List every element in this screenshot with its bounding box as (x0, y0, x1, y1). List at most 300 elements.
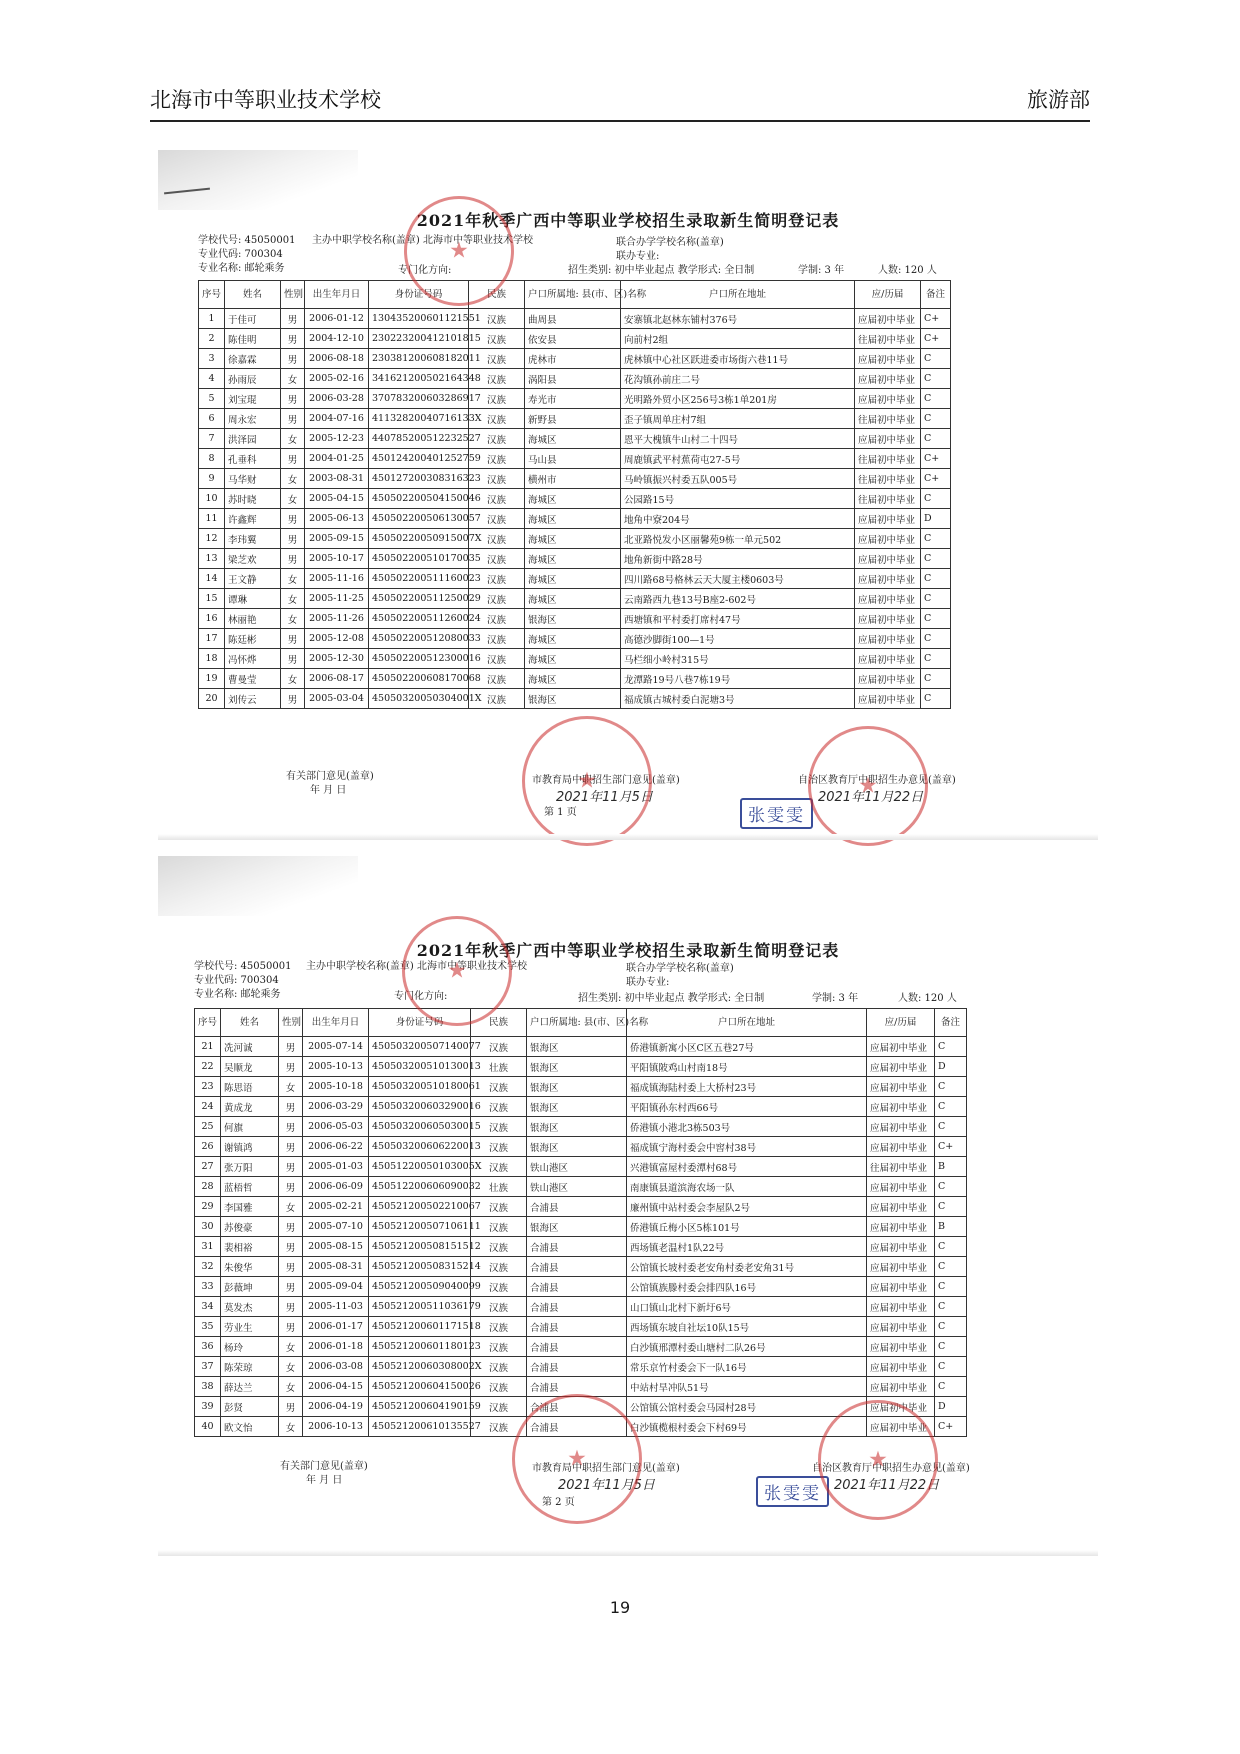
table-cell: 女 (279, 1077, 303, 1097)
table-cell: 光明路外贸小区256号3栋1单201房 (621, 389, 855, 409)
table-cell: 18 (199, 649, 225, 669)
table-cell: 海城区 (525, 649, 621, 669)
table-cell: 周鹿镇武平村蕉荷屯27-5号 (621, 449, 855, 469)
table-cell: 海城区 (525, 569, 621, 589)
scan-shadow (158, 856, 358, 916)
table-header-row (195, 1009, 967, 1037)
table-cell: 450502200512080033 (369, 629, 469, 649)
table-cell: 10 (199, 489, 225, 509)
table-row (199, 489, 951, 509)
table-row (195, 1297, 967, 1317)
table-cell: 依安县 (525, 329, 621, 349)
table-cell: 合浦县 (527, 1337, 627, 1357)
table-cell: 陈佳明 (225, 329, 281, 349)
table-cell: C (921, 369, 951, 389)
table-cell: 林丽艳 (225, 609, 281, 629)
table-cell: 银海区 (525, 689, 621, 709)
table-cell: 海城区 (525, 509, 621, 529)
table-cell: 女 (281, 609, 305, 629)
table-cell: 汉族 (471, 1297, 527, 1317)
table-cell: 450502200510170035 (369, 549, 469, 569)
table-cell: 450503200507140077 (369, 1037, 471, 1057)
col-header: 性别 (281, 281, 305, 309)
table-cell: 23 (195, 1077, 221, 1097)
table-cell: 合浦县 (527, 1237, 627, 1257)
table-cell: 恩平大槐镇牛山村二十四号 (621, 429, 855, 449)
table-cell: 汉族 (469, 689, 525, 709)
table-row (195, 1177, 967, 1197)
table-cell: C (935, 1237, 967, 1257)
table-cell: C (935, 1337, 967, 1357)
scanned-form-1 (158, 150, 1098, 840)
table-cell: C (921, 549, 951, 569)
table-cell: 20 (199, 689, 225, 709)
table-cell: 230381200608182011 (369, 349, 469, 369)
col-header: 民族 (469, 281, 525, 309)
table-cell: 37 (195, 1357, 221, 1377)
table-row (195, 1117, 967, 1137)
table-cell: 应届初中毕业 (867, 1237, 935, 1257)
table-cell: 地角中寮204号 (621, 509, 855, 529)
table-cell: 2005-02-16 (305, 369, 369, 389)
table-cell: 45051220050103005X (369, 1157, 471, 1177)
table-row (199, 409, 951, 429)
table-cell: 2005-09-04 (303, 1277, 369, 1297)
table-cell: 女 (279, 1357, 303, 1377)
table-cell: 应届初中毕业 (855, 509, 921, 529)
specialization: 专门化方向: (398, 265, 452, 276)
table-row (195, 1317, 967, 1337)
region-date: 2021年11月22日 (818, 790, 924, 805)
table-row (199, 549, 951, 569)
col-header: 户口所在地址 (627, 1009, 867, 1037)
table-cell: 应届初中毕业 (867, 1357, 935, 1377)
table-cell: 谢镇鸿 (221, 1137, 279, 1157)
table-cell: 合浦县 (527, 1257, 627, 1277)
table-cell: 32 (195, 1257, 221, 1277)
table-cell: 冼河诚 (221, 1037, 279, 1057)
table-cell: 汉族 (471, 1257, 527, 1277)
table-row (199, 509, 951, 529)
table-cell: 应届初中毕业 (855, 609, 921, 629)
table-cell: C (935, 1037, 967, 1057)
table-cell: 往届初中毕业 (855, 469, 921, 489)
table-cell: 刘传云 (225, 689, 281, 709)
table-cell: 横州市 (525, 469, 621, 489)
table-cell: 应届初中毕业 (855, 629, 921, 649)
header-department: 旅游部 (1027, 88, 1090, 112)
table-cell: 平阳镇陂鸡山村南18号 (627, 1057, 867, 1077)
table-cell: 于佳可 (225, 309, 281, 329)
duration: 学制: 3 年 (812, 993, 859, 1004)
table-cell: 男 (281, 629, 305, 649)
table-cell: 马山县 (525, 449, 621, 469)
table-cell: 450521200508315214 (369, 1257, 471, 1277)
col-header: 性别 (279, 1009, 303, 1037)
table-cell: 1 (199, 309, 225, 329)
table-cell: 云南路西九巷13号B座2-602号 (621, 589, 855, 609)
table-cell: C+ (921, 309, 951, 329)
col-header: 备注 (935, 1009, 967, 1037)
table-cell: 应届初中毕业 (867, 1297, 935, 1317)
table-cell: C (935, 1277, 967, 1297)
table-cell: 450502200504150046 (369, 489, 469, 509)
table-cell: 6 (199, 409, 225, 429)
table-cell: 谭琳 (225, 589, 281, 609)
table-cell: 应届初中毕业 (867, 1037, 935, 1057)
table-cell: 2005-09-15 (305, 529, 369, 549)
table-cell: 汉族 (469, 509, 525, 529)
table-cell: 370783200603286917 (369, 389, 469, 409)
table-cell: 应届初中毕业 (855, 569, 921, 589)
col-header: 出生年月日 (303, 1009, 369, 1037)
table-cell: 银海区 (525, 609, 621, 629)
table-cell: 2006-05-03 (303, 1117, 369, 1137)
dept-date: 年 月 日 (306, 1475, 343, 1486)
table-cell: 银海区 (527, 1137, 627, 1157)
table-cell: 新野县 (525, 409, 621, 429)
table-cell: 2005-02-21 (303, 1197, 369, 1217)
table-cell: 450502200512300016 (369, 649, 469, 669)
table-cell: 往届初中毕业 (855, 329, 921, 349)
enrollment-table (194, 1008, 967, 1437)
table-cell: 27 (195, 1157, 221, 1177)
table-cell: C (935, 1177, 967, 1197)
table-cell: 银海区 (527, 1037, 627, 1057)
table-cell: 兴港镇富屋村委潭村68号 (627, 1157, 867, 1177)
major-code: 专业代码: 700304 (194, 975, 279, 986)
table-cell: D (935, 1397, 967, 1417)
table-cell: 裴相裕 (221, 1237, 279, 1257)
table-cell: 2005-10-17 (305, 549, 369, 569)
table-row (199, 449, 951, 469)
table-cell: 450503200605030015 (369, 1117, 471, 1137)
scan-edge (158, 1550, 1098, 1556)
table-cell: 徐嘉霖 (225, 349, 281, 369)
student-count: 人数: 120 人 (878, 265, 937, 276)
table-cell: 海城区 (525, 429, 621, 449)
table-cell: 450521200601171518 (369, 1317, 471, 1337)
table-row (195, 1417, 967, 1437)
table-cell: 汉族 (469, 329, 525, 349)
table-cell: 虎林镇中心社区跃进委市场街六巷11号 (621, 349, 855, 369)
table-cell: 女 (279, 1417, 303, 1437)
table-cell: 4 (199, 369, 225, 389)
table-cell: 莫发杰 (221, 1297, 279, 1317)
table-cell: C (935, 1297, 967, 1317)
table-cell: 2006-01-12 (305, 309, 369, 329)
table-cell: 2005-10-13 (303, 1057, 369, 1077)
table-cell: 36 (195, 1337, 221, 1357)
table-cell: 女 (281, 469, 305, 489)
table-cell: 2005-03-04 (305, 689, 369, 709)
table-cell: 四川路68号格林云天大厦主楼0603号 (621, 569, 855, 589)
table-cell: 高德沙脚街100—1号 (621, 629, 855, 649)
col-header: 序号 (199, 281, 225, 309)
table-cell: 涡阳县 (525, 369, 621, 389)
form-title: 2021年秋季广西中等职业学校招生录取新生简明登记表 (416, 941, 840, 960)
table-cell: 海城区 (525, 549, 621, 569)
table-cell: 33 (195, 1277, 221, 1297)
table-cell: 壮族 (471, 1057, 527, 1077)
dept-date: 年 月 日 (310, 785, 347, 796)
table-cell: 合浦县 (527, 1317, 627, 1337)
table-cell: 往届初中毕业 (867, 1157, 935, 1177)
table-cell: 男 (279, 1097, 303, 1117)
table-cell: C (935, 1257, 967, 1277)
table-row (199, 389, 951, 409)
table-cell: 往届初中毕业 (855, 409, 921, 429)
table-cell: 男 (281, 349, 305, 369)
table-cell: 2006-08-17 (305, 669, 369, 689)
table-cell: 39 (195, 1397, 221, 1417)
col-header: 户口所属地: 县(市、区)名称 (527, 1009, 627, 1037)
table-cell: 35 (195, 1317, 221, 1337)
table-cell: 虎林市 (525, 349, 621, 369)
table-cell: 450521200601180123 (369, 1337, 471, 1357)
table-row (195, 1257, 967, 1277)
table-cell: 男 (279, 1397, 303, 1417)
table-cell: 2003-08-31 (305, 469, 369, 489)
table-cell: 45050220050915007X (369, 529, 469, 549)
table-cell: 汉族 (469, 549, 525, 569)
enrollment-table (198, 280, 951, 709)
table-row (195, 1357, 967, 1377)
table-cell: 福成镇宁海村委会中窖村38号 (627, 1137, 867, 1157)
page-label: 第 1 页 (544, 807, 577, 818)
table-row (195, 1137, 967, 1157)
table-cell: 朱俊华 (221, 1257, 279, 1277)
dept-opinion: 有关部门意见(盖章) (286, 771, 374, 782)
table-cell: 2006-10-13 (303, 1417, 369, 1437)
table-cell: 海城区 (525, 629, 621, 649)
table-cell: 杨玲 (221, 1337, 279, 1357)
table-cell: 彭薇坤 (221, 1277, 279, 1297)
table-cell: 女 (279, 1377, 303, 1397)
table-cell: 2005-07-14 (303, 1037, 369, 1057)
table-cell: C+ (921, 469, 951, 489)
table-cell: 汉族 (471, 1077, 527, 1097)
table-cell: 应届初中毕业 (867, 1057, 935, 1077)
col-header: 备注 (921, 281, 951, 309)
table-cell: 男 (281, 409, 305, 429)
table-header-row (199, 281, 951, 309)
table-cell: 西场镇老温村1队22号 (627, 1237, 867, 1257)
table-cell: 2004-12-10 (305, 329, 369, 349)
table-cell: 汉族 (469, 429, 525, 449)
table-cell: 寿光市 (525, 389, 621, 409)
table-cell: C (935, 1097, 967, 1117)
table-cell: 侨港镇新寓小区C区五巷27号 (627, 1037, 867, 1057)
table-cell: 12 (199, 529, 225, 549)
table-cell: 苏俊豪 (221, 1217, 279, 1237)
col-header: 户口所在地址 (621, 281, 855, 309)
table-cell: 应届初中毕业 (867, 1137, 935, 1157)
table-cell: 南康镇县道滨海农场一队 (627, 1177, 867, 1197)
table-cell: 汉族 (469, 389, 525, 409)
col-header: 应/历届 (855, 281, 921, 309)
col-header: 应/历届 (867, 1009, 935, 1037)
table-cell: 合浦县 (527, 1417, 627, 1437)
table-cell: 合浦县 (527, 1357, 627, 1377)
table-cell: 应届初中毕业 (855, 589, 921, 609)
table-cell: 应届初中毕业 (867, 1277, 935, 1297)
table-cell: 450521200604190159 (369, 1397, 471, 1417)
duration: 学制: 3 年 (798, 265, 845, 276)
table-cell: 男 (279, 1177, 303, 1197)
table-cell: 2006-04-15 (303, 1377, 369, 1397)
table-cell: 7 (199, 429, 225, 449)
table-cell: 福成镇海陆村委上大桥村23号 (627, 1077, 867, 1097)
region-opinion: 自治区教育厅中职招生办意见(盖章) (798, 775, 956, 786)
scanned-form-2 (158, 856, 1098, 1556)
table-cell: 2005-12-23 (305, 429, 369, 449)
table-cell: 应届初中毕业 (855, 549, 921, 569)
table-cell: 汉族 (471, 1037, 527, 1057)
table-cell: 应届初中毕业 (867, 1417, 935, 1437)
table-cell: 马岭镇振兴村委五队005号 (621, 469, 855, 489)
table-cell: 梁芝欢 (225, 549, 281, 569)
table-row (199, 609, 951, 629)
table-cell: 铁山港区 (527, 1177, 627, 1197)
signature-stamp: 张雯雯 (756, 1476, 829, 1507)
table-cell: 男 (279, 1297, 303, 1317)
table-cell: 应届初中毕业 (855, 689, 921, 709)
table-cell: C (921, 429, 951, 449)
table-cell: 450521200511036179 (369, 1297, 471, 1317)
region-date: 2021年11月22日 (834, 1478, 940, 1493)
table-cell: 28 (195, 1177, 221, 1197)
table-cell: 平阳镇孙东村西66号 (627, 1097, 867, 1117)
col-header: 户口所属地: 县(市、区)名称 (525, 281, 621, 309)
table-cell: 应届初中毕业 (855, 369, 921, 389)
table-cell: C (935, 1317, 967, 1337)
table-cell: 汉族 (469, 409, 525, 429)
table-cell: 应届初中毕业 (855, 649, 921, 669)
table-cell: 男 (279, 1117, 303, 1137)
table-cell: 450124200401252759 (369, 449, 469, 469)
table-cell: 往届初中毕业 (855, 489, 921, 509)
dept-opinion: 有关部门意见(盖章) (280, 1461, 368, 1472)
table-cell: 应届初中毕业 (867, 1397, 935, 1417)
table-cell: 海城区 (525, 489, 621, 509)
table-cell: 汉族 (469, 649, 525, 669)
table-cell: 应届初中毕业 (855, 529, 921, 549)
table-cell: 450503200606220013 (369, 1137, 471, 1157)
table-cell: 银海区 (527, 1217, 627, 1237)
table-cell: 24 (195, 1097, 221, 1117)
table-cell: 汉族 (471, 1357, 527, 1377)
table-cell: C (921, 649, 951, 669)
table-cell: 孔垂科 (225, 449, 281, 469)
table-cell: 男 (281, 689, 305, 709)
table-cell: 女 (281, 589, 305, 609)
table-row (199, 669, 951, 689)
table-cell: 北亚路悦发小区丽馨苑9栋一单元502 (621, 529, 855, 549)
table-cell: 2005-06-13 (305, 509, 369, 529)
table-cell: 450503200510130013 (369, 1057, 471, 1077)
table-cell: 5 (199, 389, 225, 409)
table-cell: 450521200507106111 (369, 1217, 471, 1237)
table-row (195, 1237, 967, 1257)
table-cell: 2005-11-16 (305, 569, 369, 589)
table-cell: 李国雅 (221, 1197, 279, 1217)
table-cell: 汉族 (471, 1217, 527, 1237)
table-cell: 2006-01-17 (303, 1317, 369, 1337)
scan-shadow (158, 150, 358, 210)
table-cell: 17 (199, 629, 225, 649)
table-cell: 欧文怡 (221, 1417, 279, 1437)
table-cell: C+ (921, 449, 951, 469)
table-cell: 曹曼莹 (225, 669, 281, 689)
table-cell: 2005-04-15 (305, 489, 369, 509)
col-header: 出生年月日 (305, 281, 369, 309)
table-cell: C (921, 489, 951, 509)
table-row (199, 309, 951, 329)
major-name: 专业名称: 邮轮乘务 (198, 263, 285, 274)
table-cell: 汉族 (471, 1317, 527, 1337)
table-cell: C (921, 629, 951, 649)
table-cell: D (921, 509, 951, 529)
table-cell: 男 (281, 309, 305, 329)
table-cell: 450503200510180061 (369, 1077, 471, 1097)
joint-major: 联办专业: (616, 251, 660, 262)
table-cell: 男 (281, 389, 305, 409)
table-cell: 应届初中毕业 (855, 669, 921, 689)
table-cell: 应届初中毕业 (867, 1317, 935, 1337)
table-cell: 银海区 (527, 1117, 627, 1137)
table-cell: 合浦县 (527, 1297, 627, 1317)
table-cell: 13 (199, 549, 225, 569)
table-row (195, 1277, 967, 1297)
table-cell: 女 (279, 1337, 303, 1357)
table-cell: C (921, 609, 951, 629)
table-cell: 铁山港区 (527, 1157, 627, 1177)
table-cell: 230223200412101815 (369, 329, 469, 349)
table-cell: 2005-10-18 (303, 1077, 369, 1097)
table-cell: C (935, 1077, 967, 1097)
table-cell: 王文静 (225, 569, 281, 589)
table-cell: 应届初中毕业 (867, 1117, 935, 1137)
table-cell: 中站村旱冲队51号 (627, 1377, 867, 1397)
table-cell: 女 (281, 669, 305, 689)
table-cell: 许鑫辉 (225, 509, 281, 529)
table-cell: C+ (921, 329, 951, 349)
host-school: 主办中职学校名称(盖章) 北海市中等职业技术学校 (306, 961, 527, 972)
table-cell: 19 (199, 669, 225, 689)
table-cell: 汉族 (471, 1117, 527, 1137)
table-cell: 男 (279, 1137, 303, 1157)
table-cell: 汉族 (469, 369, 525, 389)
table-cell: 应届初中毕业 (855, 389, 921, 409)
table-cell: 汉族 (471, 1337, 527, 1357)
table-cell: C (921, 689, 951, 709)
table-cell: C (921, 529, 951, 549)
page-header (150, 88, 1090, 122)
table-cell: 花沟镇孙前庄二号 (621, 369, 855, 389)
table-cell: 向前村2组 (621, 329, 855, 349)
table-cell: 蓝梧哲 (221, 1177, 279, 1197)
table-body (195, 1037, 967, 1437)
table-cell: 汉族 (469, 569, 525, 589)
table-cell: 公园路15号 (621, 489, 855, 509)
table-cell: 450502200511250029 (369, 589, 469, 609)
table-cell: 2006-01-18 (303, 1337, 369, 1357)
table-cell: 2006-04-19 (303, 1397, 369, 1417)
table-cell: 450502200511260024 (369, 609, 469, 629)
table-cell: 汉族 (471, 1277, 527, 1297)
table-cell: 陈思语 (221, 1077, 279, 1097)
